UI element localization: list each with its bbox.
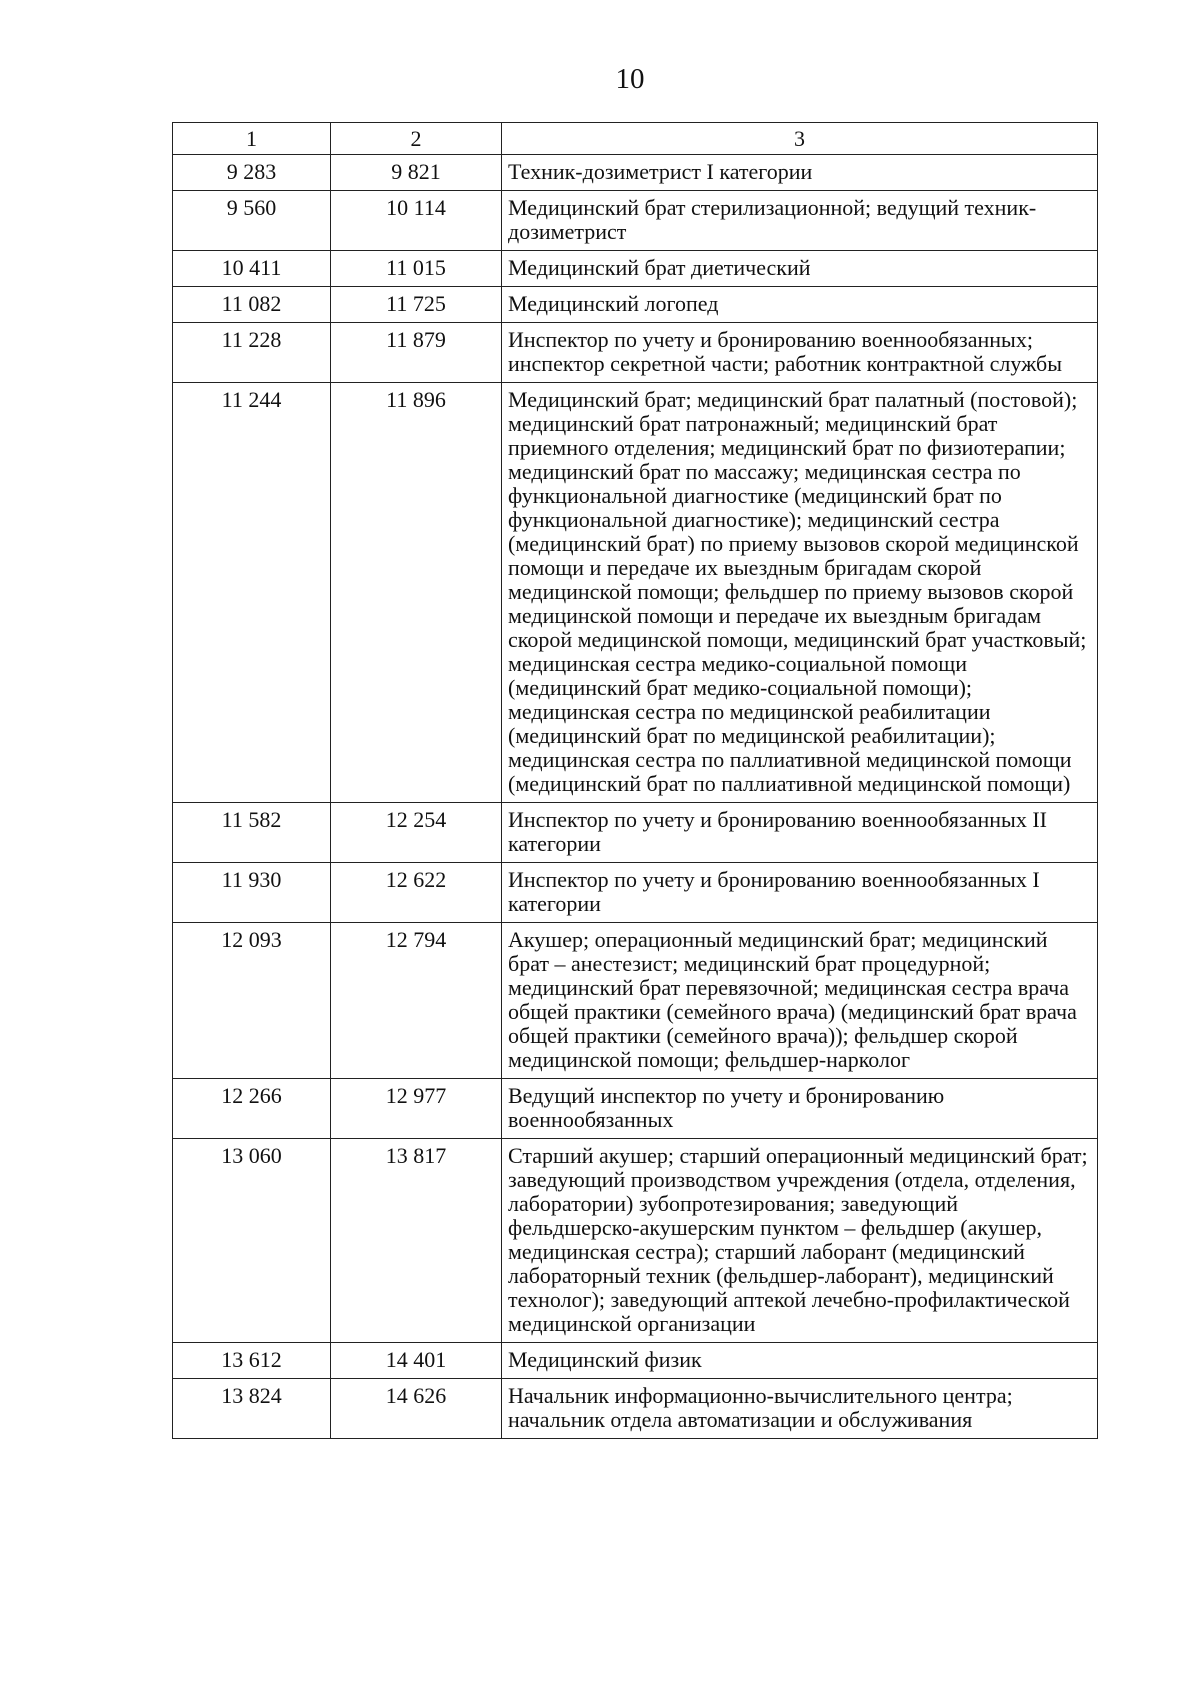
cell-col-1: 11 082	[173, 287, 331, 323]
header-col-3: 3	[502, 123, 1098, 155]
cell-col-3: Медицинский физик	[502, 1343, 1098, 1379]
cell-col-1: 11 930	[173, 863, 331, 923]
cell-col-3: Акушер; операционный медицинский брат; медицинский брат – анестезист; медицинский брат процедурной; медицинский брат перевязочной; медицинская сестра врача общей практики (семейного врача) (медицинский брат врача общей практики (семейного врача)); фельдшер скорой медицинской помощи; фельдшер-нарколог	[502, 923, 1098, 1079]
table-row	[173, 1343, 1098, 1379]
cell-col-2: 11 879	[331, 323, 502, 383]
cell-col-1: 11 244	[173, 383, 331, 803]
table-row	[173, 383, 1098, 803]
table-row	[173, 1139, 1098, 1343]
table-row	[173, 191, 1098, 251]
cell-col-3: Старший акушер; старший операционный медицинский брат; заведующий производством учреждения (отдела, отделения, лаборатории) зубопротезирования; заведующий фельдшерско-акушерским пунктом – фельдшер (акушер, медицинская сестра); старший лаборант (медицинский лабораторный техник (фельдшер-лаборант), медицинский технолог); заведующий аптекой лечебно-профилактической медицинской организации	[502, 1139, 1098, 1343]
cell-col-2: 12 622	[331, 863, 502, 923]
cell-col-1: 12 266	[173, 1079, 331, 1139]
cell-col-1: 13 060	[173, 1139, 331, 1343]
table-row	[173, 251, 1098, 287]
table-row	[173, 923, 1098, 1079]
salary-table	[172, 122, 1098, 1439]
cell-col-3: Техник-дозиметрист I категории	[502, 155, 1098, 191]
table-row	[173, 1379, 1098, 1439]
cell-col-2: 9 821	[331, 155, 502, 191]
cell-col-1: 12 093	[173, 923, 331, 1079]
table-row	[173, 323, 1098, 383]
page-number: 10	[615, 63, 645, 95]
table-row	[173, 863, 1098, 923]
cell-col-1: 13 612	[173, 1343, 331, 1379]
cell-col-2: 10 114	[331, 191, 502, 251]
cell-col-1: 11 582	[173, 803, 331, 863]
cell-col-2: 13 817	[331, 1139, 502, 1343]
header-row	[173, 123, 1098, 155]
cell-col-3: Медицинский брат; медицинский брат палатный (постовой); медицинский брат патронажный; медицинский брат приемного отделения; медицинский брат по физиотерапии; медицинский брат по массажу; медицинская сестра по функциональной диагностике (медицинский брат по функциональной диагностике); медицинский сестра (медицинский брат) по приему вызовов скорой медицинской помощи и передаче их выездным бригадам скорой медицинской помощи; фельдшер по приему вызовов скорой медицинской помощи и передаче их выездным бригадам скорой медицинской помощи, медицинский брат участковый; медицинская сестра медико-социальной помощи (медицинский брат медико-социальной помощи); медицинская сестра по медицинской реабилитации (медицинский брат по медицинской реабилитации); медицинская сестра по паллиативной медицинской помощи (медицинский брат по паллиативной медицинской помощи)	[502, 383, 1098, 803]
table-header	[173, 123, 1098, 155]
table-body	[173, 155, 1098, 1439]
cell-col-3: Инспектор по учету и бронированию военнообязанных II категории	[502, 803, 1098, 863]
header-col-1: 1	[173, 123, 331, 155]
cell-col-3: Медицинский брат диетический	[502, 251, 1098, 287]
cell-col-3: Ведущий инспектор по учету и бронированию военнообязанных	[502, 1079, 1098, 1139]
table-row	[173, 287, 1098, 323]
cell-col-2: 14 401	[331, 1343, 502, 1379]
header-col-2: 2	[331, 123, 502, 155]
cell-col-1: 9 560	[173, 191, 331, 251]
cell-col-1: 11 228	[173, 323, 331, 383]
cell-col-2: 12 977	[331, 1079, 502, 1139]
cell-col-2: 11 725	[331, 287, 502, 323]
cell-col-3: Начальник информационно-вычислительного центра; начальник отдела автоматизации и обслуживания	[502, 1379, 1098, 1439]
cell-col-2: 11 015	[331, 251, 502, 287]
cell-col-2: 12 254	[331, 803, 502, 863]
cell-col-2: 12 794	[331, 923, 502, 1079]
cell-col-2: 14 626	[331, 1379, 502, 1439]
table-row	[173, 155, 1098, 191]
cell-col-3: Медицинский логопед	[502, 287, 1098, 323]
cell-col-2: 11 896	[331, 383, 502, 803]
cell-col-3: Инспектор по учету и бронированию военнообязанных; инспектор секретной части; работник контрактной службы	[502, 323, 1098, 383]
cell-col-1: 9 283	[173, 155, 331, 191]
table-row	[173, 803, 1098, 863]
cell-col-1: 10 411	[173, 251, 331, 287]
cell-col-3: Инспектор по учету и бронированию военнообязанных I категории	[502, 863, 1098, 923]
table-row	[173, 1079, 1098, 1139]
cell-col-1: 13 824	[173, 1379, 331, 1439]
cell-col-3: Медицинский брат стерилизационной; ведущий техник-дозиметрист	[502, 191, 1098, 251]
